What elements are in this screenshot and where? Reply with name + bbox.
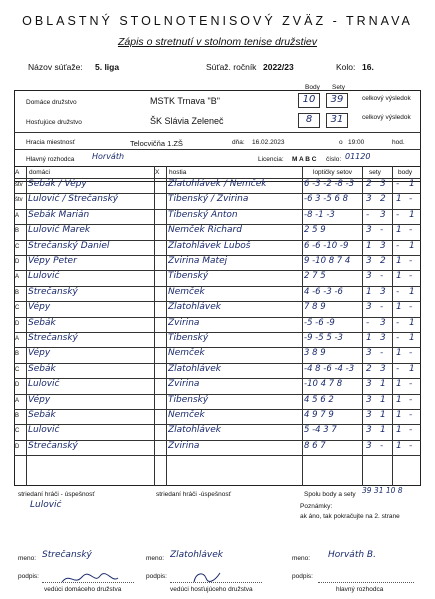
ref-sign-name: Horváth B. — [328, 550, 376, 560]
row-away-player: Zlatohlávek / Nemček — [168, 179, 267, 189]
row-away-player: Zlatohlávek — [168, 302, 222, 313]
ref-sign-role: hlavný rozhodca — [336, 586, 384, 593]
row-sets-away: 3 — [380, 286, 386, 297]
totals-value: 39 31 10 8 — [362, 486, 403, 495]
license-label: Licencia: — [258, 156, 284, 163]
row-points-away: - — [409, 348, 413, 359]
home-signature-scribble — [60, 572, 120, 586]
row-points-home: 1 — [396, 194, 402, 205]
row-home-player: Strečanský — [28, 333, 78, 343]
col-x-header: X — [155, 169, 160, 176]
competition-label: Názov súťaže: — [28, 62, 83, 72]
row-points-home: - — [396, 333, 400, 343]
venue-label: Hracia miestnosť — [26, 139, 76, 146]
row-sets-home: 3 — [366, 225, 372, 236]
row-sets-home: 3 — [366, 302, 372, 313]
row-set-scores: -4 8 -6 -4 -3 — [304, 363, 355, 374]
row-points-home: 1 — [396, 225, 402, 236]
row-points-away: 1 — [409, 240, 415, 251]
row-points-home: - — [396, 179, 400, 189]
home-sign-role: vedúci domáceho družstva — [44, 586, 122, 593]
referee-value: Horváth — [92, 152, 125, 161]
home-sign-podpis: podpis: — [18, 573, 39, 580]
row-lead: D — [15, 443, 20, 450]
license-num-label: číslo: — [326, 156, 342, 163]
row-away-player: Zvirina Matej — [168, 256, 228, 266]
col-sety-header: sety — [369, 169, 381, 176]
row-sets-away: 1 — [380, 410, 386, 420]
row-points-away: 1 — [409, 333, 415, 343]
row-points-away: - — [409, 425, 413, 436]
row-away-player: Nemček Richard — [168, 225, 242, 236]
venue-value: Telocvičňa 1.ZŠ — [130, 139, 183, 148]
license-num: 01120 — [345, 152, 371, 161]
season-label: Súťaž. ročník — [206, 62, 257, 72]
row-away-player: Zlatohlávek — [168, 363, 222, 374]
away-sety: 31 — [326, 113, 348, 128]
body-col-header: Body — [305, 84, 320, 91]
row-sets-away: - — [380, 440, 384, 451]
row-set-scores: -8 -1 -3 — [304, 209, 335, 220]
row-set-scores: 4 5 6 2 — [304, 394, 334, 405]
row-points-away: - — [409, 440, 413, 451]
date-value: 16.02.2023 — [252, 139, 285, 146]
row-sets-away: 3 — [380, 317, 386, 328]
row-sets-home: 1 — [366, 240, 372, 251]
row-points-away: - — [409, 394, 413, 405]
row-sets-home: 3 — [366, 394, 372, 405]
row-set-scores: 6 -6 -10 -9 — [304, 240, 349, 251]
org-title: OBLASTNÝ STOLNOTENISOVÝ ZVÄZ - TRNAVA — [22, 14, 413, 28]
notes-label: Poznámky: — [300, 503, 333, 510]
row-sets-away: 1 — [380, 425, 386, 436]
license-letters: M A B C — [292, 156, 317, 163]
row-points-home: 1 — [396, 348, 402, 359]
row-home-player: Strečanský — [28, 440, 78, 451]
row-sets-home: 2 — [366, 179, 372, 189]
row-sets-home: 3 — [366, 410, 372, 420]
row-set-scores: 6 -3 -2 -8 -3 — [304, 179, 355, 189]
row-sets-home: - — [366, 317, 370, 328]
row-lead: štv — [15, 197, 23, 204]
row-set-scores: -6 3 -5 6 8 — [304, 194, 348, 205]
row-away-player: Zlatohlávek Luboš — [168, 240, 251, 251]
row-points-away: - — [409, 225, 413, 236]
row-lead: B — [15, 289, 20, 296]
row-sets-away: 3 — [380, 333, 386, 343]
row-points-home: - — [396, 363, 400, 374]
table-col-divider — [154, 166, 155, 486]
row-lead: C — [15, 366, 20, 373]
subs-home: Lulović — [30, 500, 62, 510]
row-points-home: 1 — [396, 302, 402, 313]
season-value: 2022/23 — [263, 62, 294, 72]
row-lead: C — [15, 305, 20, 312]
row-sets-home: 3 — [366, 194, 372, 205]
row-set-scores: 5 -4 3 7 — [304, 425, 337, 436]
time-label: o — [339, 139, 343, 146]
row-sets-away: - — [380, 225, 384, 236]
row-sets-home: 3 — [366, 271, 372, 282]
row-home-player: Sebák / Vépy — [28, 179, 87, 189]
subs-label-home: striedaní hráči - úspešnosť — [18, 491, 95, 498]
row-home-player: Šebák Marián — [28, 209, 90, 220]
row-sets-away: - — [380, 271, 384, 282]
table-col-divider — [392, 166, 393, 486]
row-home-player: Vépy — [28, 302, 51, 313]
table-col-divider — [166, 166, 167, 486]
row-points-home: 1 — [396, 379, 402, 390]
row-lead: D — [15, 259, 20, 265]
row-points-away: 1 — [409, 209, 415, 220]
row-home-player: Lulović — [28, 271, 60, 282]
time-unit: hod. — [392, 139, 405, 146]
row-set-scores: -9 -5 5 -3 — [304, 333, 343, 343]
row-points-away: 1 — [409, 286, 415, 297]
home-sety: 39 — [326, 93, 348, 108]
notes-text: ak áno, tak pokračujte na 2. strane — [300, 513, 400, 520]
home-body: 10 — [298, 93, 320, 108]
subs-label-away: striedaní hráči -úspešnosť — [156, 491, 232, 498]
col-a-header: A — [15, 169, 20, 176]
row-sets-home: 2 — [366, 363, 372, 374]
row-sets-away: 3 — [380, 240, 386, 251]
time-value: 19:00 — [348, 139, 365, 146]
date-label: dňa: — [232, 139, 245, 146]
row-points-home: 1 — [396, 425, 402, 436]
col-body-header: body — [398, 169, 413, 176]
row-set-scores: 7 8 9 — [304, 302, 326, 313]
round-label: Kolo: — [336, 62, 356, 72]
row-away-player: Zlatohlávek — [168, 425, 222, 436]
row-set-scores: -5 -6 -9 — [304, 317, 335, 328]
row-set-scores: 4 -6 -3 -6 — [304, 286, 343, 297]
row-home-player: Vépy — [28, 348, 51, 359]
away-team-label: Hosťujúce družstvo — [26, 119, 82, 126]
row-sets-home: 3 — [366, 256, 372, 266]
row-lead: A — [15, 397, 20, 404]
row-home-player: Strečanský Daniel — [28, 240, 110, 251]
row-sets-away: 3 — [380, 209, 386, 220]
row-away-player: Nemček — [168, 286, 205, 297]
home-sign-meno: meno: — [18, 555, 37, 562]
col-home-header: domáci — [29, 169, 50, 176]
row-set-scores: 9 -10 8 7 4 — [304, 256, 351, 266]
home-team-name: MSTK Trnava "B" — [150, 96, 220, 106]
row-sets-home: 3 — [366, 348, 372, 359]
row-set-scores: -10 4 7 8 — [304, 379, 343, 390]
row-points-away: - — [409, 379, 413, 390]
away-signature-scribble — [190, 570, 230, 584]
row-points-home: 1 — [396, 271, 402, 282]
away-sign-podpis: podpis: — [146, 573, 167, 580]
row-set-scores: 2 7 5 — [304, 271, 326, 282]
row-points-home: - — [396, 286, 400, 297]
row-lead: B — [15, 351, 20, 358]
round-value: 16. — [362, 62, 374, 72]
row-home-player: Lulović — [28, 379, 60, 390]
row-points-home: 1 — [396, 440, 402, 451]
row-home-player: Vépy — [28, 394, 51, 405]
row-points-away: - — [409, 271, 413, 282]
table-col-divider — [302, 166, 303, 486]
row-sets-home: 3 — [366, 425, 372, 436]
row-points-away: 1 — [409, 363, 415, 374]
row-home-player: Lulović — [28, 425, 60, 436]
row-away-player: Tibenský — [168, 271, 209, 282]
away-team-name: ŠK Slávia Zeleneč — [150, 116, 224, 126]
row-lead: A — [15, 336, 20, 342]
ref-sign-podpis: podpis: — [292, 573, 313, 580]
row-sets-away: - — [380, 302, 384, 313]
row-home-player: Lulović / Strečanský — [28, 194, 119, 205]
form-subtitle: Zápis o stretnutí v stolnom tenise družstiev — [117, 36, 317, 48]
row-points-home: 1 — [396, 256, 402, 266]
row-sets-away: - — [380, 348, 384, 359]
row-sets-away: 1 — [380, 379, 386, 390]
competition-value: 5. liga — [95, 62, 120, 72]
row-home-player: Šebák — [28, 317, 56, 328]
row-sets-away: 1 — [380, 394, 386, 405]
home-sign-name: Strečanský — [42, 550, 92, 560]
row-points-away: 1 — [409, 317, 415, 328]
row-sets-away: 2 — [380, 194, 386, 205]
away-sign-name: Zlatohlávek — [170, 550, 224, 560]
row-sets-home: 1 — [366, 333, 372, 343]
row-set-scores: 4 9 7 9 — [304, 410, 334, 420]
row-away-player: Nemček — [168, 348, 205, 359]
row-lead: štv — [15, 182, 23, 188]
row-away-player: Tibenský / Zvirina — [168, 194, 249, 205]
result-label-2: celkový výsledok — [362, 114, 411, 121]
row-sets-away: 2 — [380, 256, 386, 266]
row-points-home: 1 — [396, 410, 402, 420]
row-set-scores: 8 6 7 — [304, 440, 326, 451]
row-lead: B — [15, 228, 20, 235]
row-sets-home: 3 — [366, 440, 372, 451]
row-lead: D — [15, 382, 20, 389]
row-sets-away: 3 — [380, 363, 386, 374]
row-points-away: 1 — [409, 179, 415, 189]
row-away-player: Tibenský — [168, 394, 209, 405]
sety-col-header: Sety — [332, 84, 346, 91]
row-points-home: - — [396, 317, 400, 328]
away-sign-role: vedúci hosťujúceho družstva — [170, 586, 253, 593]
row-sets-away: 3 — [380, 179, 386, 189]
row-lead: A — [15, 212, 20, 219]
row-points-home: - — [396, 209, 400, 220]
row-away-player: Zvirina — [168, 440, 200, 451]
row-points-away: - — [409, 410, 413, 420]
ref-sign-meno: meno: — [292, 555, 311, 562]
row-points-away: - — [409, 256, 413, 266]
row-home-player: Lulović Marek — [28, 225, 91, 236]
row-home-player: Vépy Peter — [28, 256, 77, 266]
totals-label: Spolu body a sety — [304, 491, 356, 498]
row-lead: B — [15, 413, 20, 419]
row-home-player: Šebák — [28, 363, 56, 374]
row-home-player: Strečanský — [28, 286, 78, 297]
row-lead: A — [15, 274, 20, 281]
table-col-divider — [362, 166, 363, 486]
row-points-away: - — [409, 302, 413, 313]
row-lead: C — [15, 243, 20, 250]
row-set-scores: 3 8 9 — [304, 348, 326, 359]
result-label-1: celkový výsledok — [362, 95, 411, 102]
col-sets-header: loptičky setov — [313, 169, 353, 176]
row-sets-home: 3 — [366, 379, 372, 390]
home-team-label: Domáce družstvo — [26, 99, 77, 106]
row-points-home: 1 — [396, 394, 402, 405]
referee-label: Hlavný rozhodca — [26, 156, 75, 163]
table-row-divider — [14, 455, 421, 456]
row-set-scores: 2 5 9 — [304, 225, 326, 236]
row-sets-home: 1 — [366, 286, 372, 297]
row-away-player: Zvirina — [168, 317, 200, 328]
row-points-home: - — [396, 240, 400, 251]
row-away-player: Nemček — [168, 410, 205, 420]
row-home-player: Šebák — [28, 410, 56, 420]
row-away-player: Tibenský — [168, 333, 209, 343]
row-points-away: - — [409, 194, 413, 205]
row-away-player: Tibenský Anton — [168, 209, 238, 220]
table-col-divider — [26, 166, 27, 486]
col-away-header: hostia — [169, 169, 187, 176]
row-lead: D — [15, 320, 20, 327]
row-sets-home: - — [366, 209, 370, 220]
row-lead: C — [15, 428, 20, 435]
row-away-player: Zvirina — [168, 379, 200, 390]
away-sign-meno: meno: — [146, 555, 165, 562]
away-body: 8 — [298, 113, 320, 128]
